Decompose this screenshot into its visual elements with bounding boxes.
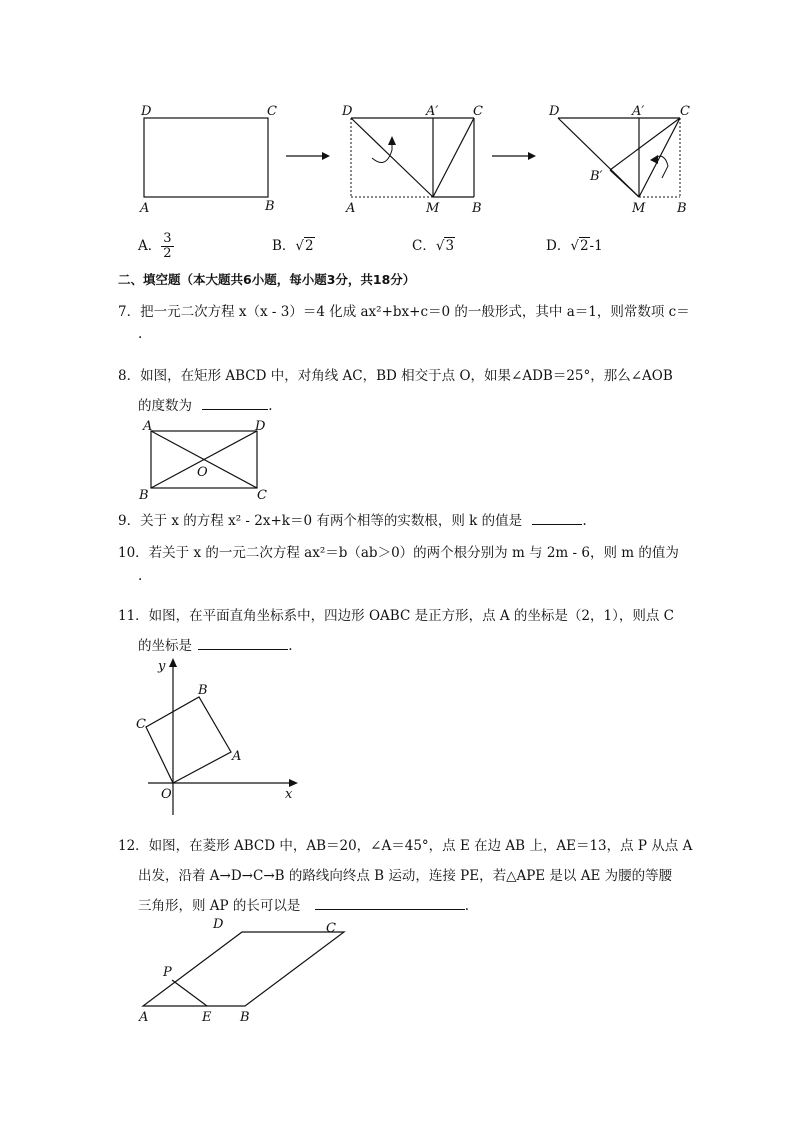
label-M: M [426, 201, 440, 216]
q10-line1: 10．若关于 x 的一元二次方程 ax²＝b（ab＞0）的两个根分别为 m 与 2m - 6，则 m 的值为 [118, 545, 679, 561]
sqrt-icon: √ [295, 238, 305, 254]
label-C: C [473, 104, 483, 119]
q12-end: . [464, 898, 470, 914]
q8-line2-text: 的度数为 [138, 398, 192, 414]
q8-line1: 8．如图，在矩形 ABCD 中，对角线 AC，BD 相交于点 O，如果∠ADB＝25°，那么∠AOB [118, 368, 673, 384]
label-O: O [197, 465, 208, 480]
label-A-prime: A′ [426, 104, 439, 119]
sqrt-icon: √ [570, 238, 579, 254]
q12-line1: 12．如图，在菱形 ABCD 中，AB＝20，∠A＝45°，点 E 在边 AB 上，AE＝13，点 P 从点 A [118, 838, 693, 854]
label-D: D [213, 917, 224, 932]
option-c-radicand: 3 [445, 238, 455, 254]
q7-line1: 7．把一元二次方程 x（x - 3）＝4 化成 ax²+bx+c＝0 的一般形式，其中 a＝1，则常数项 c＝ [118, 304, 690, 320]
label-C: C [680, 104, 690, 119]
option-b-prefix: B． [272, 238, 296, 254]
option-a-prefix: A． [138, 238, 162, 254]
label-B: B [139, 488, 149, 503]
q11-line1: 11．如图，在平面直角坐标系中，四边形 OABC 是正方形，点 A 的坐标是（2，1），则点 C [118, 608, 674, 624]
option-b-radicand: 2 [305, 238, 314, 254]
q7-line2: . [138, 326, 143, 342]
label-B: B [198, 683, 208, 698]
q12-line2: 出发，沿着 A→D→C→B 的路线向终点 B 运动，连接 PE，若△APE 是以 AE 为腰的等腰 [138, 868, 673, 884]
label-C: C [326, 921, 336, 936]
label-D: D [342, 104, 353, 119]
label-A: A [346, 201, 356, 216]
q10-line2: . [138, 568, 143, 584]
label-B: B [677, 201, 687, 216]
label-C: C [257, 488, 267, 503]
label-E: E [202, 1010, 212, 1025]
label-B: B [265, 199, 275, 214]
label-M: M [632, 201, 646, 216]
label-A: A [143, 419, 153, 434]
label-C: C [267, 104, 277, 119]
label-P: P [163, 965, 172, 980]
option-c-prefix: C． [412, 238, 436, 254]
option-d-radicand: 2 [579, 238, 589, 254]
label-O: O [161, 787, 172, 802]
label-A: A [139, 1010, 149, 1025]
label-D: D [549, 104, 560, 119]
option-a-denominator: 2 [163, 246, 172, 261]
q11-end: . [288, 638, 293, 654]
option-a-numerator: 3 [163, 231, 172, 246]
label-B: B [240, 1010, 250, 1025]
label-x: x [285, 787, 293, 802]
label-B: B [472, 201, 482, 216]
label-B-prime: B′ [590, 169, 603, 184]
label-y: y [158, 659, 166, 674]
option-d-suffix: -1 [589, 238, 603, 254]
section-2-heading: 二、填空题（本大题共6小题，每小题3分，共18分） [118, 272, 416, 287]
q9-text: 9．关于 x 的方程 x² - 2x+k＝0 有两个相等的实数根，则 k 的值是 [118, 513, 523, 529]
label-A: A [232, 749, 242, 764]
sqrt-icon: √ [435, 238, 445, 254]
q8-end: . [268, 398, 273, 414]
label-D: D [255, 419, 266, 434]
label-A: A [140, 201, 150, 216]
label-D: D [141, 104, 152, 119]
q11-line2-text: 的坐标是 [138, 638, 192, 654]
option-d-prefix: D． [546, 238, 571, 254]
q12-line3-text: 三角形，则 AP 的长可以是 [138, 898, 301, 914]
label-A-prime: A′ [632, 104, 645, 119]
q9-end: . [582, 513, 587, 529]
label-C: C [136, 717, 146, 732]
